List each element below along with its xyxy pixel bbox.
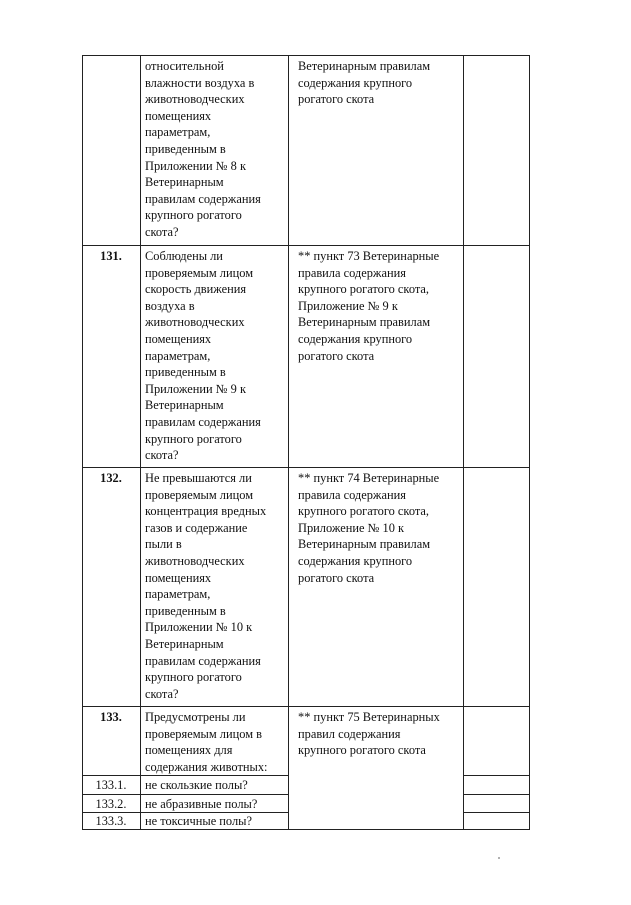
row-separator xyxy=(82,794,288,795)
row-separator xyxy=(463,812,529,813)
row-separator xyxy=(463,775,529,776)
question-text: Соблюдены ли проверяемым лицом скорость движения воздуха в животноводческих помещениях параметрам, приведенным в Приложении № 9 к Ветеринарным правилам содержания крупного рогатого скота? xyxy=(145,249,261,463)
table-border-top xyxy=(82,55,529,56)
row-separator xyxy=(82,706,529,707)
reference-text: ** пункт 75 Ветеринарных правил содержания крупного рогатого скота xyxy=(298,710,440,758)
question-text: Предусмотрены ли проверяемым лицом в помещениях для содержания животных: xyxy=(145,710,268,774)
reference-text: ** пункт 73 Ветеринарные правила содержания крупного рогатого скота, Приложение № 9 к Ветеринарным правилам содержания крупного рогатого скота xyxy=(298,249,440,363)
column-divider-1 xyxy=(140,55,141,830)
question-text: относительной влажности воздуха в животноводческих помещениях параметрам, приведенным в Приложении № 8 к Ветеринарным правилам содержания крупного рогатого скота? xyxy=(145,59,261,239)
question-text: не скользкие полы? xyxy=(145,778,248,792)
row-separator xyxy=(463,794,529,795)
row-number: 133.2. xyxy=(95,797,127,811)
row-number: 131. xyxy=(100,249,122,263)
row-number: 133.1. xyxy=(95,778,127,792)
column-divider-2 xyxy=(288,55,289,830)
scan-speck xyxy=(498,857,500,859)
table-border-right xyxy=(529,55,530,830)
row-number: 133. xyxy=(100,710,122,724)
reference-text: ** пункт 74 Ветеринарные правила содержания крупного рогатого скота, Приложение № 10 к Ветеринарным правилам содержания крупного рогатого скота xyxy=(298,471,440,585)
column-divider-3 xyxy=(463,55,464,830)
row-number: 132. xyxy=(100,471,122,485)
row-separator xyxy=(82,245,529,246)
row-separator xyxy=(82,467,529,468)
question-text: Не превышаются ли проверяемым лицом концентрация вредных газов и содержание пыли в животноводческих помещениях параметрам, приведенным в Приложении № 10 к Ветеринарным правилам содержания крупного рогатого скота? xyxy=(145,471,267,701)
row-number: 133.3. xyxy=(95,814,127,828)
question-text: не токсичные полы? xyxy=(145,814,252,828)
question-text: не абразивные полы? xyxy=(145,797,258,811)
reference-text: Ветеринарным правилам содержания крупного рогатого скота xyxy=(298,59,431,107)
